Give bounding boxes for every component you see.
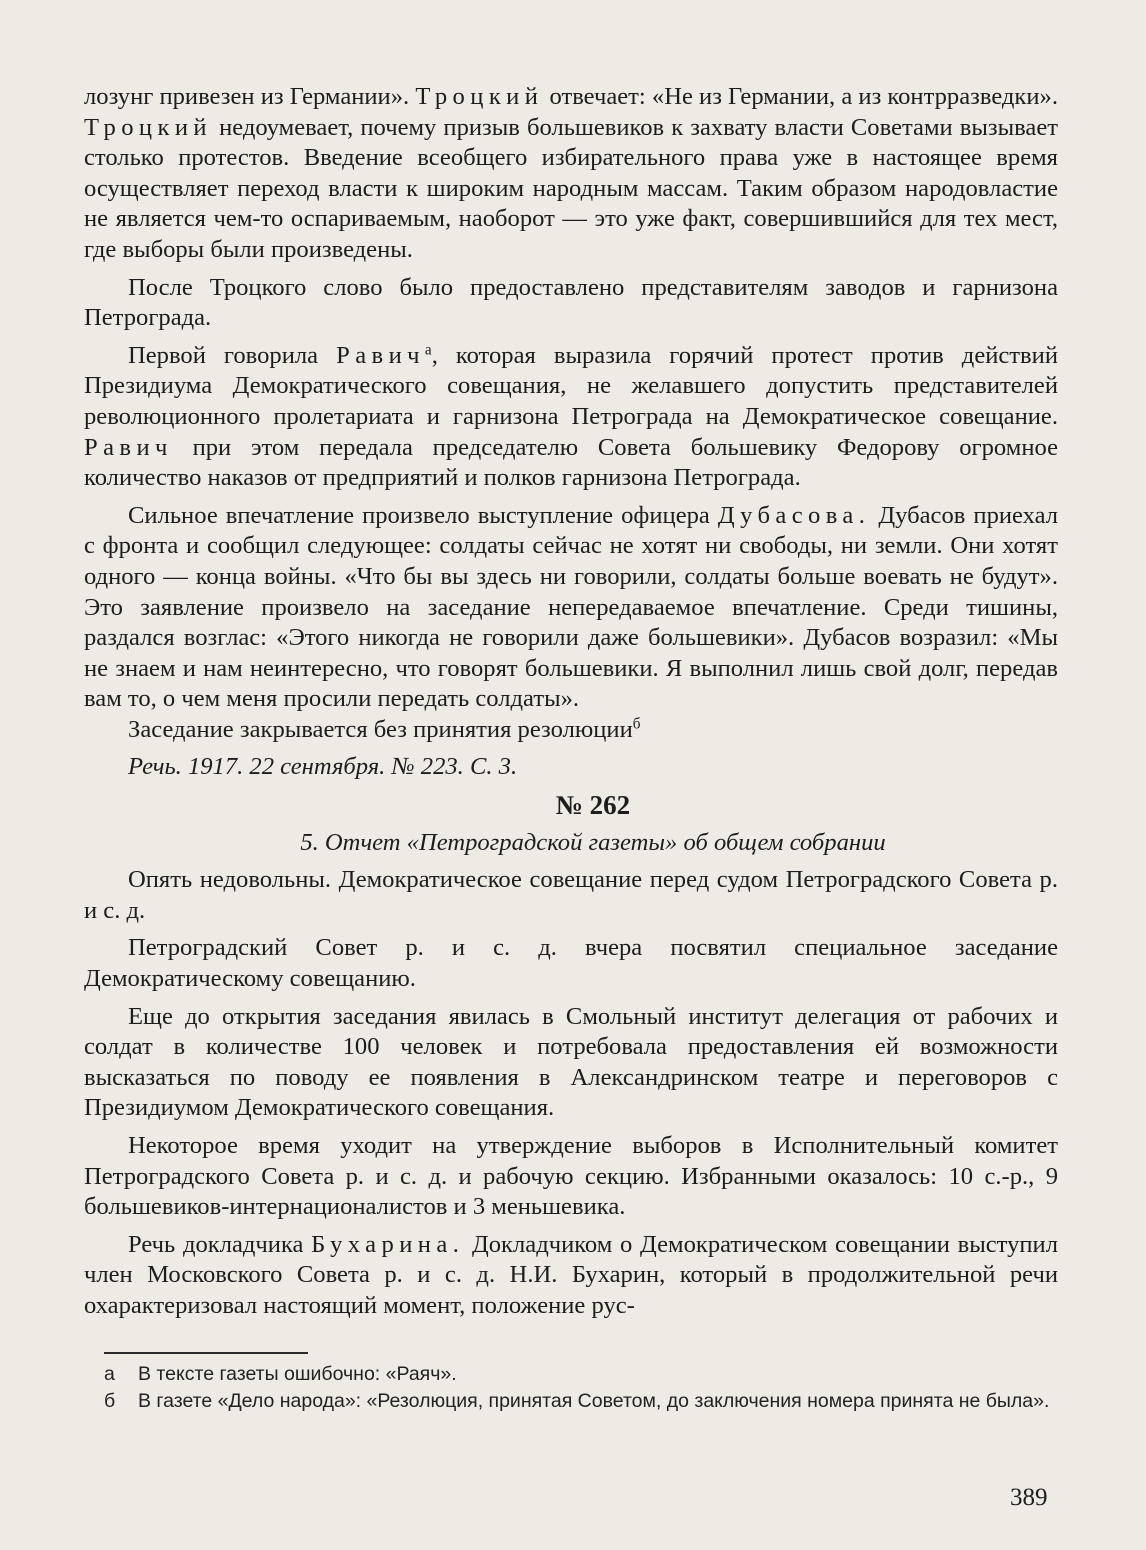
text-span: Докладчиком о Демократическом совещании выступил член Московского Совета р. и с. д. Н.И. Бухарин, который в продолжительной речи охарактеризовал настоящий момент, положение рус- [84,1230,1058,1319]
paragraph [84,715,1058,746]
footnotes [104,1362,1058,1416]
paragraph: Еще до открытия заседания явилась в Смольный институт делегация от рабочих и солдат в количестве 100 человек и потребовала предоставления ей возможности высказаться по поводу ее появления в Александринском театре и переговоров с Президиумом Демократического совещания. [84,1002,1058,1122]
text-span: Речь докладчика [128,1230,312,1258]
paragraph [84,1230,1058,1322]
text-span: при этом передала председателю Совета большевику Федорову огромное количество наказов от предприятий и полков гарнизона Петрограда. [84,433,1058,492]
page-number: 389 [1010,1484,1048,1511]
footnote-mark: а [104,1363,115,1385]
text-span: , которая выразила горячий протест против действий Президиума Демократического совещания, не желавшего допустить представителей революционного пролетариата и гарнизона Петрограда на Демократическое совещание. [84,341,1058,430]
footnote-divider [104,1352,308,1354]
text-span: Сильное впечатление произвело выступление офицера [128,501,718,529]
footnote [104,1362,1058,1386]
text-span: лозунг привезен из Германии». [84,83,416,110]
source-citation: Речь. 1917. 22 сентября. № 223. С. 3. [128,753,518,781]
paragraph [84,341,1058,494]
person-name: Троцкий [84,113,212,141]
paragraph: Петроградский Совет р. и с. д. вчера посвятил специальное заседание Демократическому совещанию. [84,934,1058,993]
text-span: Первой говорила [128,341,337,369]
footnote-text: В тексте газеты ошибочно: «Раяч». [138,1363,457,1385]
document-title: 5. Отчет «Петроградской газеты» об общем собрании [300,828,886,856]
footnote [104,1389,1058,1413]
text-span: недоумевает, почему призыв большевиков к захвату власти Советами вызывает столько протестов. Введение всеобщего избирательного права уже в настоящее время осуществляет переход власти к широким народным массам. Таким образом народовластие не является чем-то оспариваемым, наоборот — это уже факт, совершившийся для тех мест, где выборы были произведены. [84,113,1058,263]
document-number: № 262 [555,790,631,821]
footnote-ref: б [632,715,641,733]
paragraph: После Троцкого слово было предоставлено представителям заводов и гарнизона Петрограда. [84,273,1058,332]
person-name: Троцкий [415,83,544,110]
main-text [84,82,1058,1329]
paragraph: Некоторое время уходит на утверждение выборов в Исполнительный комитет Петроградского Совета р. и с. д. и рабочую секцию. Избранными оказалось: 10 с.-р., 9 большевиков-интернационалистов и 3 меньшевика. [84,1132,1058,1221]
paragraph: Опять недовольны. Демократическое совещание перед судом Петроградского Совета р. и с. д. [84,866,1058,924]
paragraph [84,82,1058,266]
footnote-mark: б [104,1390,116,1412]
text-span: Заседание закрывается без принятия резолюции [128,715,633,743]
footnote-ref: а [424,341,432,359]
person-name: Равич [336,341,425,369]
person-name: Бухарина. [311,1230,465,1258]
person-name: Равич [84,433,173,461]
text-span: отвечает: «Не из Германии, а из контрразведки». [543,83,1058,110]
footnote-text: В газете «Дело народа»: «Резолюция, принятая Советом, до заключения номера принята не была». [138,1390,1050,1412]
person-name: Дубасова. [717,501,871,529]
paragraph [84,501,1058,715]
text-span: Дубасов приехал с фронта и сообщил следующее: солдаты сейчас не хотят ни свободы, ни земли. Они хотят одного — конца войны. «Что бы вы здесь ни говорили, солдаты больше воевать не будут». Это заявление произвело на заседание непередаваемое впечатление. Среди тишины, раздался возглас: «Этого никогда не говорили даже большевики». Дубасов возразил: «Мы не знаем и нам неинтересно, что говорят большевики. Я выполнил лишь свой долг, передав вам то, о чем меня просили передать солдаты». [84,501,1059,713]
